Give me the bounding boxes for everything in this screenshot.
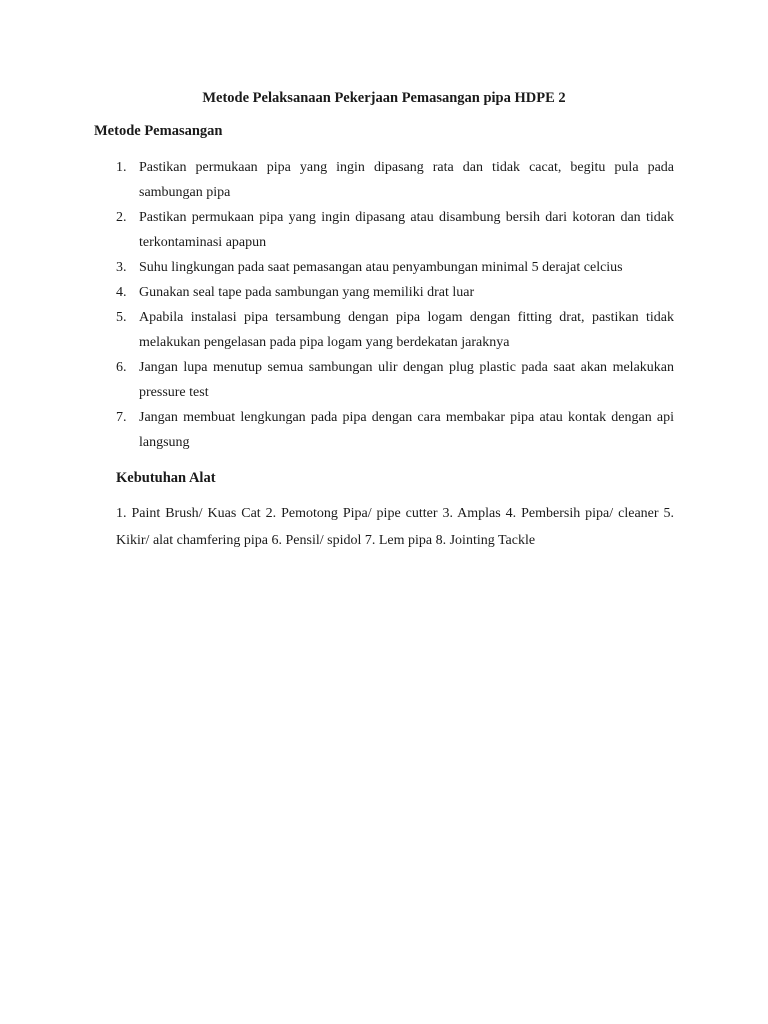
list-item-number: 4. [116,285,127,300]
list-item [116,405,674,455]
list-item-text: Pastikan permukaan pipa yang ingin dipasang atau disambung bersih dari kotoran dan tidak terkontaminasi apapun [139,210,674,250]
section-heading-kebutuhan-alat: Kebutuhan Alat [116,470,216,486]
list-item-number: 5. [116,310,127,325]
list-item [116,155,674,205]
section-heading-metode-pemasangan: Metode Pemasangan [94,123,223,139]
list-item-number: 3. [116,260,127,275]
list-item-text: Gunakan seal tape pada sambungan yang memiliki drat luar [139,285,475,300]
installation-steps-list [116,155,674,455]
list-item-number: 2. [116,210,127,225]
document-title: Metode Pelaksanaan Pekerjaan Pemasangan pipa HDPE 2 [202,90,566,106]
list-item [116,355,674,405]
list-item-number: 7. [116,410,127,425]
list-item-text: Apabila instalasi pipa tersambung dengan pipa logam dengan fitting drat, pastikan tidak melakukan pengelasan pada pipa logam yang berdekatan jaraknya [139,310,674,350]
list-item-text: Jangan membuat lengkungan pada pipa dengan cara membakar pipa atau kontak dengan api langsung [139,410,674,450]
list-item [116,280,674,305]
list-item-number: 6. [116,360,127,375]
list-item-text: Suhu lingkungan pada saat pemasangan atau penyambungan minimal 5 derajat celcius [139,260,623,275]
tools-paragraph: 1. Paint Brush/ Kuas Cat 2. Pemotong Pipa/ pipe cutter 3. Amplas 4. Pembersih pipa/ cleaner 5. Kikir/ alat chamfering pipa 6. Pensil/ spidol 7. Lem pipa 8. Jointing Tackle [116,506,674,548]
list-item [116,255,674,280]
list-item [116,205,674,255]
list-item [116,305,674,355]
list-item-number: 1. [116,160,127,175]
list-item-text: Pastikan permukaan pipa yang ingin dipasang rata dan tidak cacat, begitu pula pada sambungan pipa [139,160,674,200]
list-item-text: Jangan lupa menutup semua sambungan ulir dengan plug plastic pada saat akan melakukan pressure test [139,360,674,400]
